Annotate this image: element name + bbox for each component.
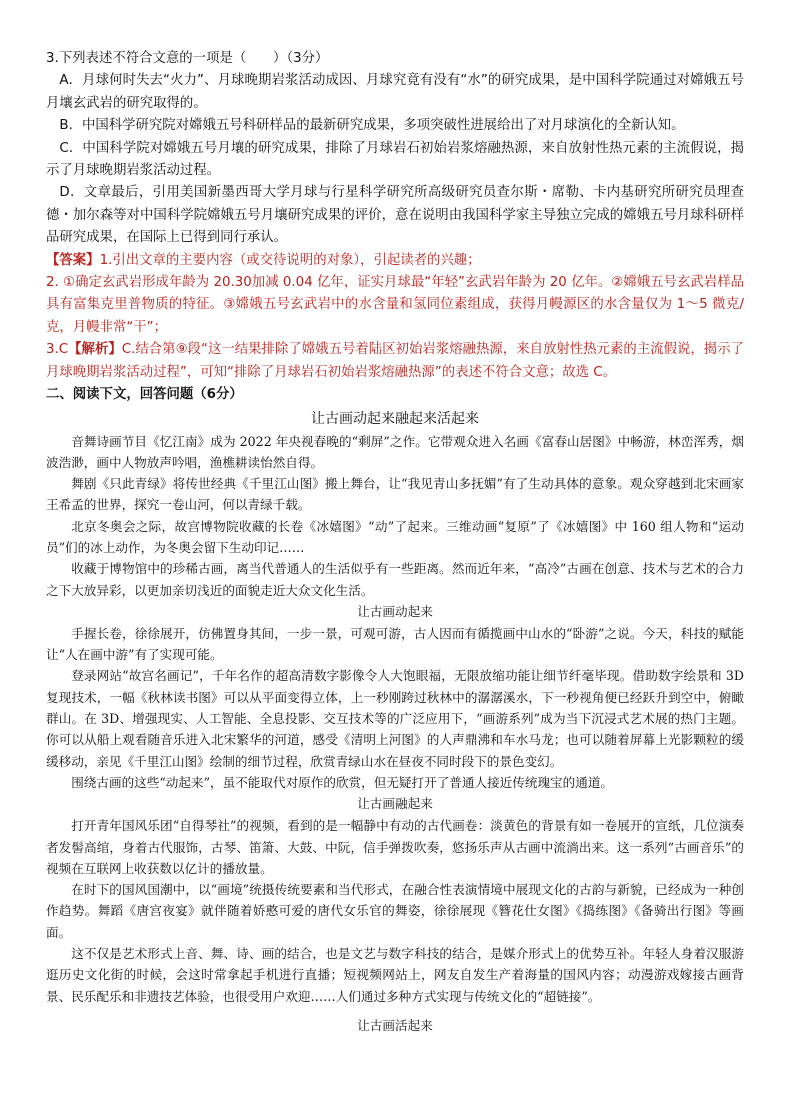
paragraph: 打开青年国风乐团“自得琴社”的视频，看到的是一幅静中有动的古代画卷：淡黄色的背景有如一卷展开的宣纸，几位演奏者发髻高绾，身着古代服饰，古琴、笛箫、大鼓、中阮，信手弹拨吹奏，悠扬乐声从古画中流淌出来。这一系列“古画音乐”的视频在互联网上收获数以亿计的播放量。 <box>46 818 744 876</box>
paragraph: 手握长卷，徐徐展开，仿佛置身其间，一步一景，可观可游，古人因而有循揽画中山水的“卧游”之说。今天，科技的赋能让“人在画中游”有了实现可能。 <box>46 625 744 663</box>
answer-line-3 <box>46 339 744 384</box>
subsection-1-body <box>46 623 744 793</box>
option-a: A．月球何时失去“火力”、月球晚期岩浆活动成因、月球究竟有没有“水”的研究成果，是中国科学院通过对嫦娥五号月壤玄武岩的研究取得的。 <box>46 73 744 111</box>
paragraph: 围绕古画的这些“动起来”，虽不能取代对原作的欣赏，但无疑打开了普通人接近传统瑰宝的通道。 <box>71 774 614 790</box>
question-3 <box>46 48 744 250</box>
answer-3-prefix: 3.C <box>46 342 69 358</box>
paragraph: 登录网站“故宫名画记”，千年名作的超高清数字影像令人大饱眼福，无限放缩功能让细节纤毫毕现。借助数字绘景和 3D 复现技术，一幅《秋林读书图》可以从平面变得立体，上一秒刚跨过秋林中的潺潺溪水，下一秒视角便已经跃升到空中，俯瞰群山。在 3D、增强现实、人工智能、全息投影、交互技术等的广泛应用下，“画游系列”成为当下沉浸式艺术展的热门主题。你可以从船上观看随音乐进入北宋繁华的河道，感受《清明上河图》的人声鼎沸和车水马龙；也可以随着屏幕上光影颗粒的缓缓移动，亲见《千里江山图》绘制的细节过程，欣赏青绿山水在昼夜不同时段下的景色变幻。 <box>46 668 744 769</box>
analysis-tag: 【解析】 <box>68 342 122 358</box>
paragraph: 音舞诗画节目《忆江南》成为 2022 年央视春晚的“剩屏”之作。它带观众进入名画《富春山居图》中畅游，林峦浑秀，烟波浩渺，画中人物放声吟唱，渔樵耕读怡然自得。 <box>46 433 744 470</box>
section-heading: 二、阅读下文，回答问题（6分） <box>46 387 243 403</box>
option-d: D．文章最后，引用美国新墨西哥大学月球与行星科学研究所高级研究员查尔斯・席勒、卡内基研究所研究员理查德・加尔森等对中国科学院嫦娥五号月壤研究成果的评价，意在说明由我国科学家主导独立完成的嫦娥五号月球科研样品研究成果，在国际上已得到同行承认。 <box>46 185 744 246</box>
subsection-title-2: 让古画融起来 <box>357 796 433 812</box>
subsection-title-1: 让古画动起来 <box>357 603 433 619</box>
answer-line-1 <box>46 250 744 272</box>
option-c: C．中国科学院对嫦娥五号月壤的研究成果，排除了月球岩石初始岩浆熔融热源，来自放射性热元素的主流假说，揭示了月球晚期岩浆活动过程。 <box>46 140 744 179</box>
paragraph: 收藏于博物馆中的珍稀古画，离当代普通人的生活似乎有一些距离。然而近年来，“高冷”古画在创意、技术与艺术的合力之下大放异彩，以更加亲切浅近的面貌走近大众文化生活。 <box>46 561 744 598</box>
question-stem: 3.下列表述不符合文意的一项是（ ）（3分） <box>46 51 329 66</box>
subsection-title-3: 让古画活起来 <box>357 1017 433 1033</box>
answer-text-1: 1.引出文章的主要内容（或交待说明的对象），引起读者的兴趣； <box>99 252 481 268</box>
paragraph: 舞剧《只此青绿》将传世经典《千里江山图》搬上舞台，让“我见青山多抚媚”有了生动具体的意象。观众穿越到北宋画家王希孟的世界，探究一卷山河，何以青绿千载。 <box>46 476 744 513</box>
option-b: B．中国科学研究院对嫦娥五号科研样品的最新研究成果，多项突破性进展给出了对月球演化的全新认知。 <box>59 118 685 134</box>
answer-text-3: C.结合第⑨段“这一结果排除了嫦娥五号着陆区初始岩浆熔融热源，来自放射性热元素的主流假说，揭示了月球晚期岩浆活动过程”，可知“排除了月球岩石初始岩浆熔融热源”的表述不符合文意；故选 C。 <box>46 342 745 380</box>
paragraph: 这不仅是艺术形式上音、舞、诗、画的结合，也是文艺与数字科技的结合，是媒介形式上的优势互补。年轻人身着汉服游逛历史文化街的时候，会这时常拿起手机进行直播；短视频网站上，网友自发生产着海量的国风内容；动漫游戏嫁接古画背景、民乐配乐和非遗技艺体验，也很受用户欢迎……人们通过多种方式实现与传统文化的“超链接”。 <box>46 946 744 1004</box>
article-intro <box>46 431 744 601</box>
paragraph: 在时下的国风国潮中，以“画境”统摄传统要素和当代形式，在融合性表演情境中展现文化的古韵与新貌，已经成为一种创作趋势。舞蹈《唐宫夜宴》就伴随着娇憨可爱的唐代女乐官的舞姿，徐徐展现《簪花仕女图》《捣练图》《备骑出行图》等画面。 <box>46 882 744 940</box>
article-title: 让古画动起来融起来活起来 <box>311 410 479 427</box>
answer-block <box>46 250 744 384</box>
subsection-2-body <box>46 815 744 1007</box>
paragraph: 北京冬奥会之际，故宫博物院收藏的长卷《冰嬉图》“动”了起来。三维动画“复原”了《冰嬉图》中 160 组人物和“运动员”们的冰上动作，为冬奥会留下生动印记…… <box>46 518 744 555</box>
answer-tag: 【答案】 <box>46 252 100 268</box>
answer-line-2: 2. ①确定玄武岩形成年龄为 20.30加减 0.04 亿年，证实月球最“年轻”玄武岩年龄为 20 亿年。②嫦娥五号玄武岩样品具有富集克里普物质的特征。③嫦娥五号玄武岩中的水含量和氢同位素组成，获得月幔源区的水含量仅为 1～5 微克/克，月幔非常“干”； <box>46 275 744 335</box>
